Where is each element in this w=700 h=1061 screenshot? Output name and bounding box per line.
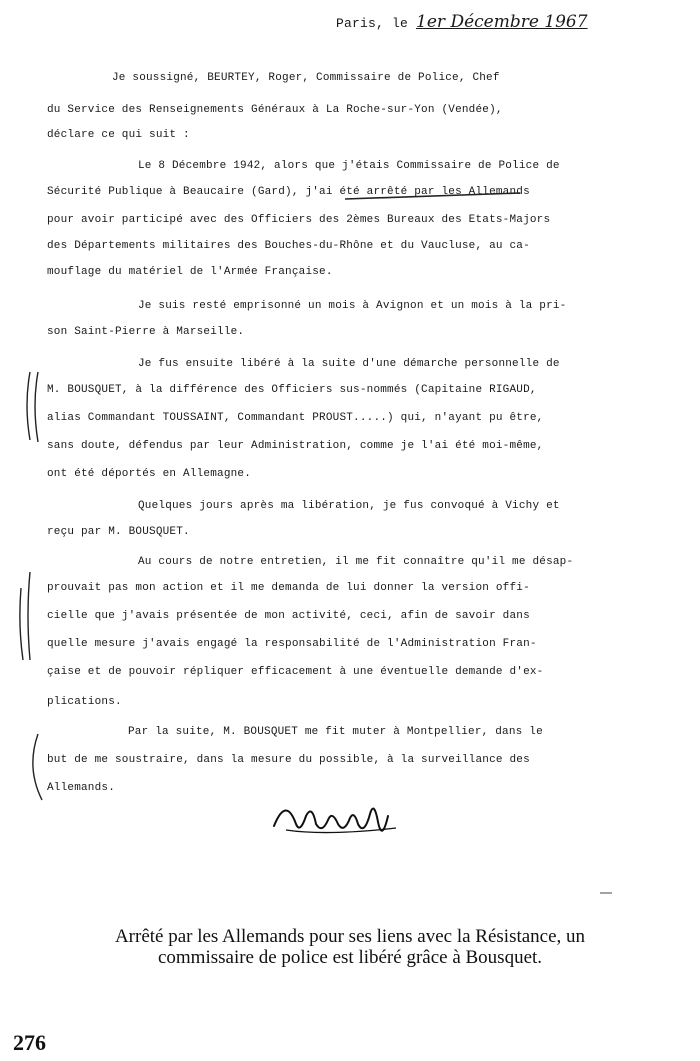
letter-line: quelle mesure j'avais engagé la responsabilité de l'Administration Fran- [47, 638, 537, 650]
margin-bracket-mark [33, 734, 42, 800]
letter-line: Le 8 Décembre 1942, alors que j'étais Commissaire de Police de [138, 160, 560, 172]
dateline-prefix: Paris, le [336, 16, 409, 31]
letter-line: M. BOUSQUET, à la différence des Officiers sus-nommés (Capitaine RIGAUD, [47, 384, 537, 396]
letter-line: du Service des Renseignements Généraux à La Roche-sur-Yon (Vendée), [47, 104, 503, 116]
margin-bracket-mark [35, 372, 38, 442]
letter-line: Je fus ensuite libéré à la suite d'une démarche personnelle de [138, 358, 560, 370]
letter-line: Je suis resté emprisonné un mois à Avignon et un mois à la pri- [138, 300, 567, 312]
letter-line: sans doute, défendus par leur Administration, comme je l'ai été moi-même, [47, 440, 544, 452]
letter-line: plications. [47, 696, 122, 708]
dateline-handwritten-date: 1er Décembre 1967 [416, 12, 588, 32]
letter-line: Allemands. [47, 782, 116, 794]
letter-line: but de me soustraire, dans la mesure du possible, à la surveillance des [47, 754, 530, 766]
underline-mark [345, 193, 520, 199]
letter-line: Au cours de notre entretien, il me fit connaître qu'il me désap- [138, 556, 574, 568]
letter-line: çaise et de pouvoir répliquer efficacement à une éventuelle demande d'ex- [47, 666, 544, 678]
margin-bracket-mark [28, 572, 30, 660]
letter-line: Par la suite, M. BOUSQUET me fit muter à Montpellier, dans le [128, 726, 543, 738]
letter-line: Sécurité Publique à Beaucaire (Gard), j'ai été arrêté par les Allemands [47, 186, 530, 198]
letter-line: mouflage du matériel de l'Armée Française. [47, 266, 333, 278]
letter-line: pour avoir participé avec des Officiers des 2èmes Bureaux des Etats-Majors [47, 214, 551, 226]
letter-line: Quelques jours après ma libération, je fus convoqué à Vichy et [138, 500, 560, 512]
margin-bracket-mark [27, 372, 30, 440]
letter-line: ont été déportés en Allemagne. [47, 468, 252, 480]
caption-line-2: commissaire de police est libéré grâce à Bousquet. [157, 947, 543, 968]
page-number: 276 [13, 1030, 46, 1055]
letter-line: cielle que j'avais présentée de mon activité, ceci, afin de savoir dans [47, 610, 530, 622]
letter-line: des Départements militaires des Bouches-du-Rhône et du Vaucluse, au ca- [47, 240, 530, 252]
letter-line: Je soussigné, BEURTEY, Roger, Commissaire de Police, Chef [112, 72, 500, 84]
caption-line-1: Arrêté par les Allemands pour ses liens avec la Résistance, un [114, 926, 586, 947]
letter-line: son Saint-Pierre à Marseille. [47, 326, 245, 338]
signature-image [266, 786, 416, 846]
letter-line: prouvait pas mon action et il me demanda de lui donner la version offi- [47, 582, 530, 594]
letter-line: déclare ce qui suit : [47, 129, 190, 141]
letter-line: alias Commandant TOUSSAINT, Commandant PROUST.....) qui, n'ayant pu être, [47, 412, 544, 424]
letter-line: reçu par M. BOUSQUET. [47, 526, 190, 538]
margin-bracket-mark [20, 588, 23, 660]
